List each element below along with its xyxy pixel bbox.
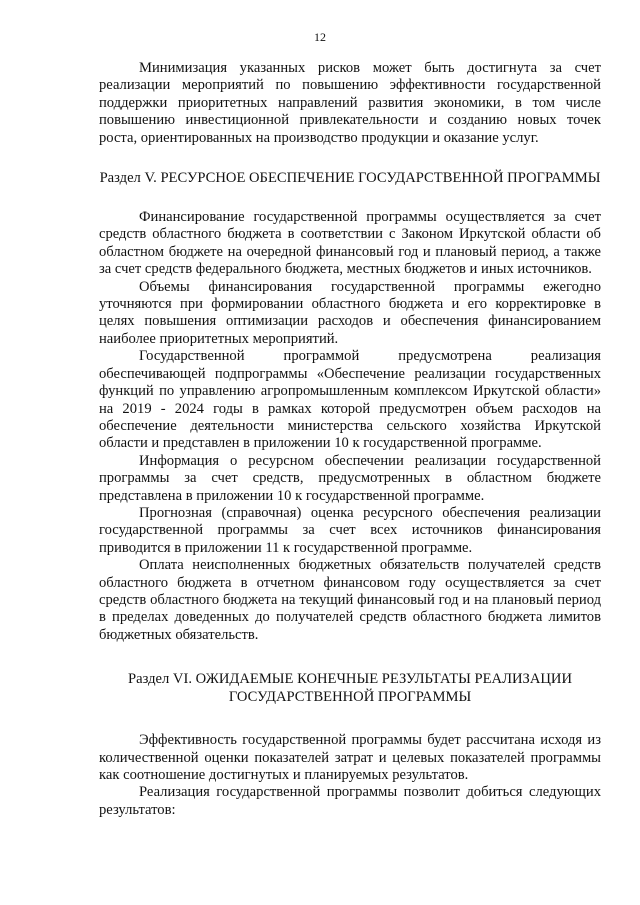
section-heading: Раздел VI. ОЖИДАЕМЫЕ КОНЕЧНЫЕ РЕЗУЛЬТАТЫ РЕАЛИЗАЦИИ ГОСУДАРСТВЕННОЙ ПРОГРАММЫ: [128, 671, 572, 706]
paragraph: Информация о ресурсном обеспечении реализации государственной программы за счет средств, предусмотренных в областном бюджете представлена в приложении 10 к государственной программе.: [99, 452, 601, 504]
section-heading: Раздел V. РЕСУРСНОЕ ОБЕСПЕЧЕНИЕ ГОСУДАРСТВЕННОЙ ПРОГРАММЫ: [99, 170, 601, 187]
page-number: 12: [314, 30, 326, 44]
paragraph: Государственной программой предусмотрена реализация обеспечивающей подпрограммы «Обеспечение реализации государственных функций по управлению агропромышленным комплексом Иркутской области» на 2019 - 2024 годы в рамках которой предусмотрен объем расходов на обеспечение деятельности министерства сельского хозяйства Иркутской области и представлен в приложении 10 к государственной программе.: [99, 348, 601, 452]
paragraph: Оплата неисполненных бюджетных обязательств получателей средств областного бюджета в отчетном финансовом году осуществляется за счет средств областного бюджета на текущий финансовый год и на плановый период в пределах доведенных до получателей средств областного бюджета лимитов бюджетных обязательств.: [99, 557, 601, 643]
paragraph: Минимизация указанных рисков может быть достигнута за счет реализации мероприятий по повышению эффективности государственной поддержки приоритетных направлений развития экономики, в том числе повышению инвестиционной привлекательности и созданию новых точек роста, ориентированных на производство продукции и оказание услуг.: [99, 60, 601, 146]
paragraph: Прогнозная (справочная) оценка ресурсного обеспечения реализации государственной программы за счет всех источников финансирования приводится в приложении 11 к государственной программе.: [99, 504, 601, 556]
paragraph: Эффективность государственной программы будет рассчитана исходя из количественной оценки показателей затрат и целевых показателей программы как соотношение достигнутых и планируемых результатов.: [99, 732, 601, 783]
paragraph: Финансирование государственной программы осуществляется за счет средств областного бюджета в соответствии с Законом Иркутской области об областном бюджете на очередной финансовый год и плановый период, а также за счет средств федерального бюджета, местных бюджетов и иных источников.: [99, 209, 601, 278]
document-body: [99, 60, 601, 819]
paragraph: Реализация государственной программы позволит добиться следующих результатов:: [99, 784, 601, 818]
paragraph: Объемы финансирования государственной программы ежегодно уточняются при формировании областного бюджета и его корректировке в целях повышения оптимизации расходов и обеспечения финансированием наиболее приоритетных мероприятий.: [99, 278, 601, 347]
